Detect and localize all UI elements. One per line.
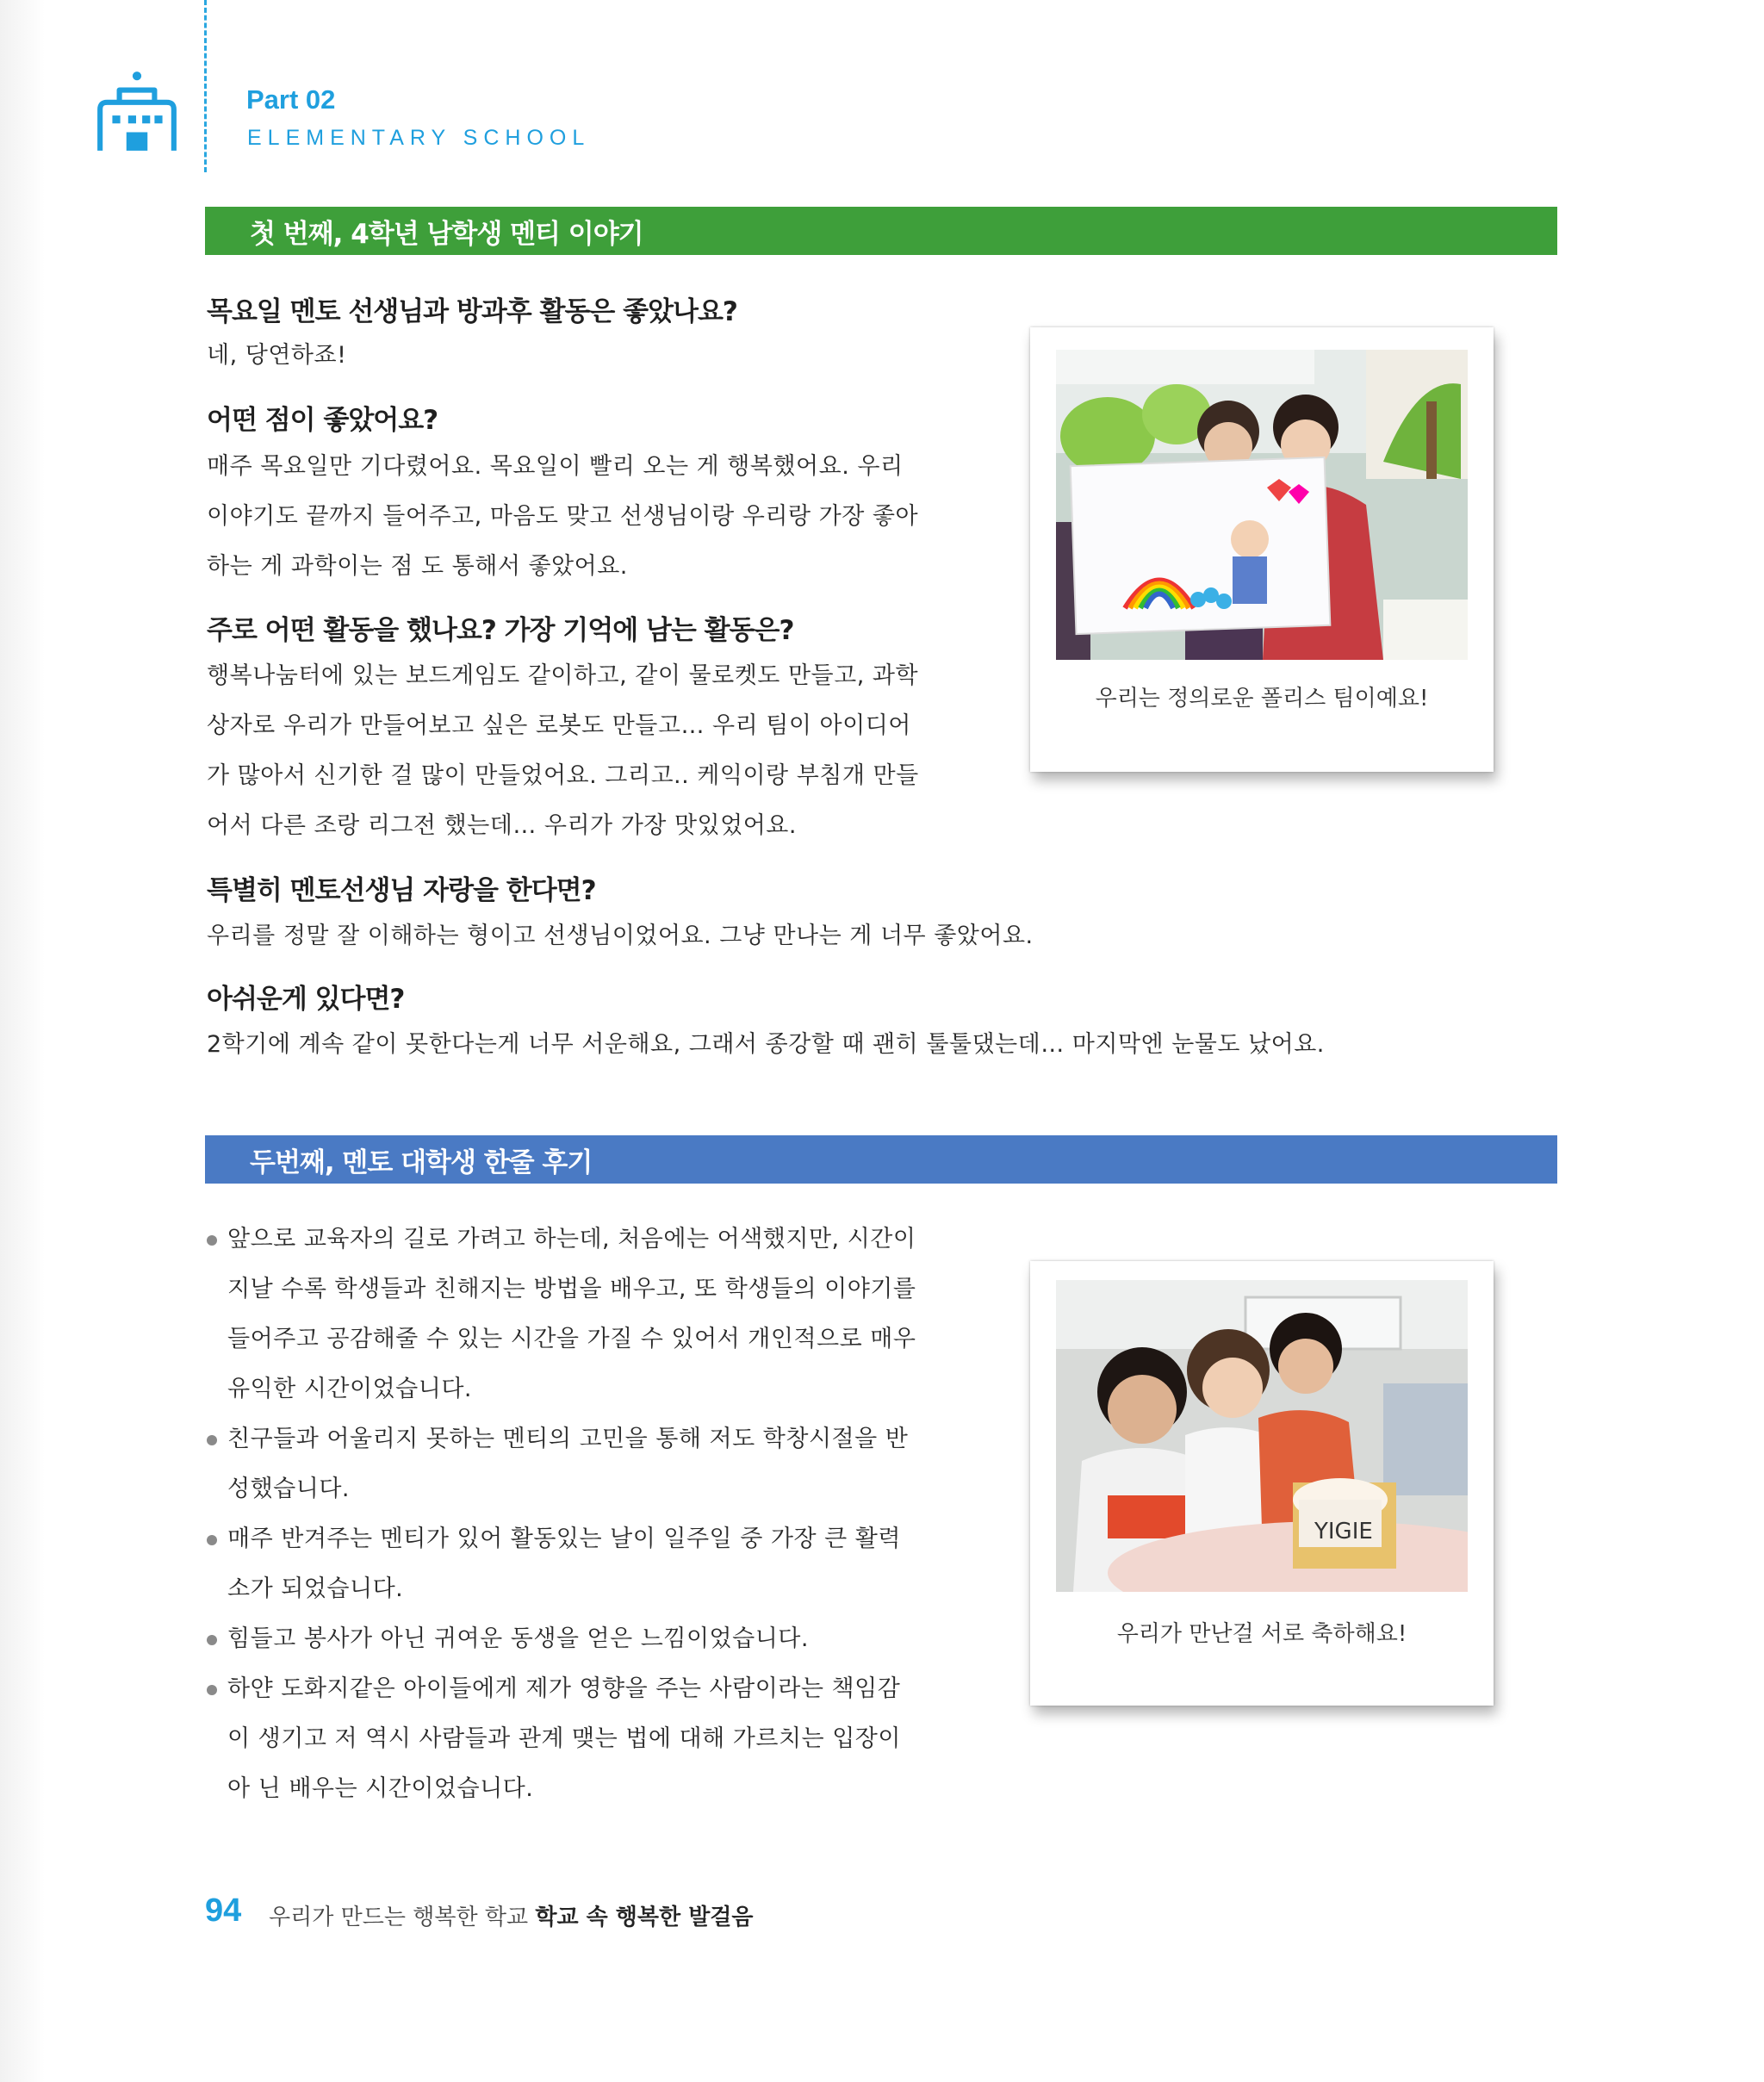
question-4: 특별히 멘토선생님 자랑을 한다면? [207, 875, 596, 906]
question-3: 주로 어떤 활동을 했나요? 가장 기억에 남는 활동은? [207, 615, 794, 646]
school-icon [93, 67, 181, 155]
photo-card-celebration [1030, 1261, 1494, 1706]
bullet-dot-icon [207, 1685, 217, 1695]
photo-caption-2: 우리가 만난걸 서로 축하해요! [1116, 1621, 1407, 1647]
list-item: 매주 반겨주는 멘티가 있어 활동있는 날이 일주일 중 가장 큰 활력 소가 되었습니다. [205, 1514, 920, 1614]
bullet-dot-icon [207, 1535, 217, 1545]
bullet-dot-icon [207, 1235, 217, 1246]
answer-1: 네, 당연하죠! [207, 342, 347, 369]
section-1-title: 첫 번째, 4학년 남학생 멘티 이야기 [250, 218, 643, 250]
footer-series-title: 우리가 만드는 행복한 학교 [269, 1905, 529, 1930]
question-5: 아쉬운게 있다면? [207, 984, 405, 1015]
section-1-header [205, 207, 1557, 255]
part-subtitle: ELEMENTARY SCHOOL [247, 126, 591, 150]
photo-caption-1: 우리는 정의로운 폴리스 팀이예요! [1095, 686, 1429, 712]
header-divider [204, 0, 207, 172]
page-number: 94 [205, 1892, 242, 1929]
answer-2: 매주 목요일만 기다렸어요. 목요일이 빨리 오는 게 행복했어요. 우리 이야기도 끝까지 들어주고, 마음도 맞고 선생님이랑 우리랑 가장 좋아 하는 게 과학이는 점 도 통해서 좋았어요. [207, 453, 919, 580]
bullet-dot-icon [207, 1635, 217, 1645]
mentor-review-list [205, 1215, 920, 1814]
page-edge-shade [0, 0, 45, 2082]
list-item: 앞으로 교육자의 길로 가려고 하는데, 처음에는 어색했지만, 시간이 지날 수록 학생들과 친해지는 방법을 배우고, 또 학생들의 이야기를 들어주고 공감해줄 수 있는 시간을 가질 수 있어서 개인적으로 매우 유익한 시간이었습니다. [205, 1215, 920, 1414]
part-label: Part 02 [246, 84, 336, 115]
answer-3: 행복나눔터에 있는 보드게임도 같이하고, 같이 물로켓도 만들고, 과학 상자로 우리가 만들어보고 싶은 로봇도 만들고… 우리 팀이 아이디어 가 많아서 신기한 걸 많이 만들었어요. 그리고.. 케익이랑 부침개 만들 어서 다른 조랑 리그전 했는데… 우리가 가장 맛있었어요. [207, 662, 919, 839]
footer-book-title [269, 1899, 754, 1931]
bullet-dot-icon [207, 1435, 217, 1445]
svg-text:YIGIE: YIGIE [1314, 1519, 1373, 1544]
list-item: 친구들과 어울리지 못하는 멘티의 고민을 통해 저도 학창시절을 반 성했습니다. [205, 1414, 920, 1514]
answer-5: 2학기에 계속 같이 못한다는게 너무 서운해요, 그래서 종강할 때 괜히 툴툴댔는데… 마지막엔 눈물도 났어요. [207, 1031, 1325, 1058]
list-item: 힘들고 봉사가 아닌 귀여운 동생을 얻은 느낌이었습니다. [205, 1614, 920, 1664]
photo-police-team [1056, 350, 1468, 660]
footer-bold-title: 학교 속 행복한 발걸음 [535, 1905, 754, 1930]
photo-card-police-team [1030, 327, 1494, 772]
question-2: 어떤 점이 좋았어요? [207, 405, 438, 436]
question-1: 목요일 멘토 선생님과 방과후 활동은 좋았나요? [207, 296, 737, 327]
list-item: 하얀 도화지같은 아이들에게 제가 영향을 주는 사람이라는 책임감이 생기고 저 역시 사람들과 관계 맺는 법에 대해 가르치는 입장이 아 닌 배우는 시간이었습니다. [205, 1664, 920, 1814]
section-2-header [205, 1135, 1557, 1184]
section-2-title: 두번째, 멘토 대학생 한줄 후기 [250, 1147, 593, 1178]
answer-4: 우리를 정말 잘 이해하는 형이고 선생님이었어요. 그냥 만나는 게 너무 좋았어요. [207, 923, 1034, 949]
photo-celebration [1056, 1280, 1468, 1592]
